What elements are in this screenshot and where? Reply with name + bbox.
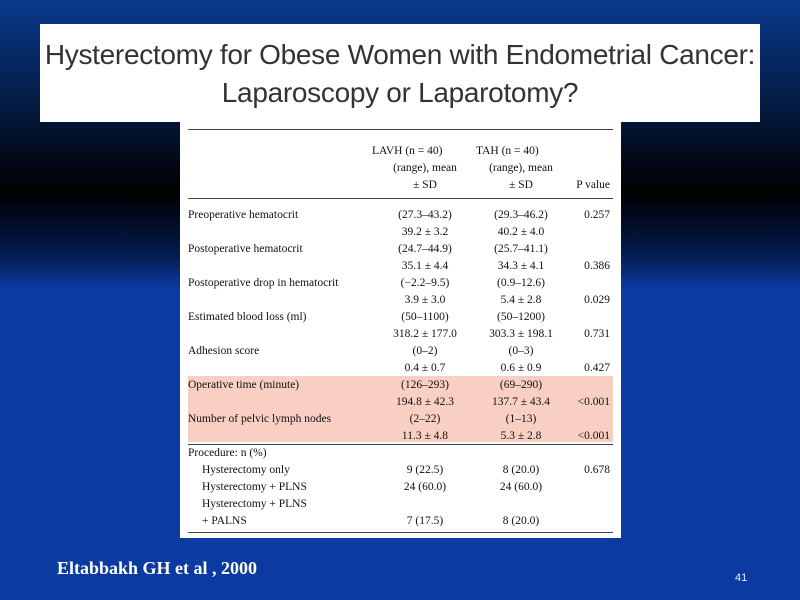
row-label: Estimated blood loss (ml) <box>188 311 307 323</box>
lavh-range: (2–22) <box>409 413 441 425</box>
lavh-mean-sd: 194.8 ± 42.3 <box>395 396 455 408</box>
tah-mean-sd: 0.6 ± 0.9 <box>500 362 542 374</box>
lavh-range: (24.7–44.9) <box>398 243 452 255</box>
row-label: Adhesion score <box>188 345 260 357</box>
lavh-mean-sd: 11.3 ± 4.8 <box>401 430 449 442</box>
tah-range: (0–3) <box>508 345 534 357</box>
p-value: 0.029 <box>584 294 610 306</box>
tah-range: (0.9–12.6) <box>497 277 545 289</box>
row-label: Postoperative hematocrit <box>188 243 303 255</box>
slide-title <box>40 24 760 122</box>
tah-range: (50–1200) <box>497 311 545 323</box>
row-label: Postoperative drop in hematocrit <box>188 277 339 289</box>
tah-mean-sd: 137.7 ± 43.4 <box>491 396 551 408</box>
p-value: 0.257 <box>584 209 610 221</box>
p-value: 0.386 <box>584 260 610 272</box>
row-label: Operative time (minute) <box>188 379 300 391</box>
slide-title-line1: Hysterectomy for Obese Women with Endometrial Cancer: <box>44 39 756 70</box>
tah-mean-sd: 5.3 ± 2.8 <box>500 430 542 442</box>
procedure-item-lavh: 7 (17.5) <box>406 515 444 527</box>
citation: Eltabbakh GH et al , 2000 <box>57 558 258 578</box>
tah-mean-sd: 5.4 ± 2.8 <box>500 294 542 306</box>
header-p-value: P value <box>576 179 610 191</box>
tah-range: (1–13) <box>505 413 537 425</box>
procedure-item-label: Hysterectomy + PLNS <box>202 481 307 493</box>
header-lavh: LAVH (n = 40) <box>372 145 443 157</box>
table-top-rule <box>188 129 613 130</box>
header-tah: TAH (n = 40) <box>476 145 539 157</box>
procedure-item-tah: 8 (20.0) <box>502 515 540 527</box>
p-value: <0.001 <box>577 430 610 442</box>
header-lavh-sd: ± SD <box>413 179 437 191</box>
table-header-rule <box>188 198 613 199</box>
header-tah-sd: ± SD <box>509 179 533 191</box>
procedure-item-label-cont: + PALNS <box>202 515 247 527</box>
table-bottom-rule <box>188 532 613 533</box>
slide-title-line2: Laparoscopy or Laparotomy? <box>221 77 579 108</box>
procedure-item-tah: 24 (60.0) <box>499 481 543 493</box>
tah-range: (25.7–41.1) <box>494 243 548 255</box>
p-value: 0.731 <box>584 328 610 340</box>
tah-mean-sd: 40.2 ± 4.0 <box>497 226 545 238</box>
lavh-range: (−2.2–9.5) <box>400 277 450 289</box>
results-table <box>180 122 621 538</box>
lavh-range: (50–1100) <box>401 311 449 323</box>
row-label: Preoperative hematocrit <box>188 209 299 221</box>
row-label: Number of pelvic lymph nodes <box>188 413 332 425</box>
lavh-mean-sd: 39.2 ± 3.2 <box>401 226 449 238</box>
procedure-item-p: 0.678 <box>584 464 610 476</box>
header-lavh-range: (range), mean <box>393 162 457 174</box>
page-number: 41 <box>735 572 748 584</box>
p-value: <0.001 <box>577 396 610 408</box>
procedure-item-label: Hysterectomy + PLNS <box>202 498 307 510</box>
procedure-item-label: Hysterectomy only <box>202 464 290 476</box>
table-mid-rule <box>188 444 613 445</box>
procedure-item-tah: 8 (20.0) <box>502 464 540 476</box>
procedure-label: Procedure: n (%) <box>188 447 267 459</box>
procedure-item-lavh: 24 (60.0) <box>403 481 447 493</box>
lavh-range: (126–293) <box>401 379 449 391</box>
lavh-range: (0–2) <box>412 345 438 357</box>
p-value: 0.427 <box>584 362 610 374</box>
tah-range: (29.3–46.2) <box>494 209 548 221</box>
lavh-mean-sd: 3.9 ± 3.0 <box>404 294 446 306</box>
tah-mean-sd: 34.3 ± 4.1 <box>497 260 545 272</box>
tah-mean-sd: 303.3 ± 198.1 <box>489 328 553 340</box>
procedure-item-lavh: 9 (22.5) <box>406 464 444 476</box>
lavh-mean-sd: 35.1 ± 4.4 <box>401 260 449 272</box>
lavh-mean-sd: 318.2 ± 177.0 <box>393 328 457 340</box>
tah-range: (69–290) <box>499 379 543 391</box>
lavh-mean-sd: 0.4 ± 0.7 <box>404 362 446 374</box>
header-tah-range: (range), mean <box>489 162 553 174</box>
lavh-range: (27.3–43.2) <box>398 209 452 221</box>
